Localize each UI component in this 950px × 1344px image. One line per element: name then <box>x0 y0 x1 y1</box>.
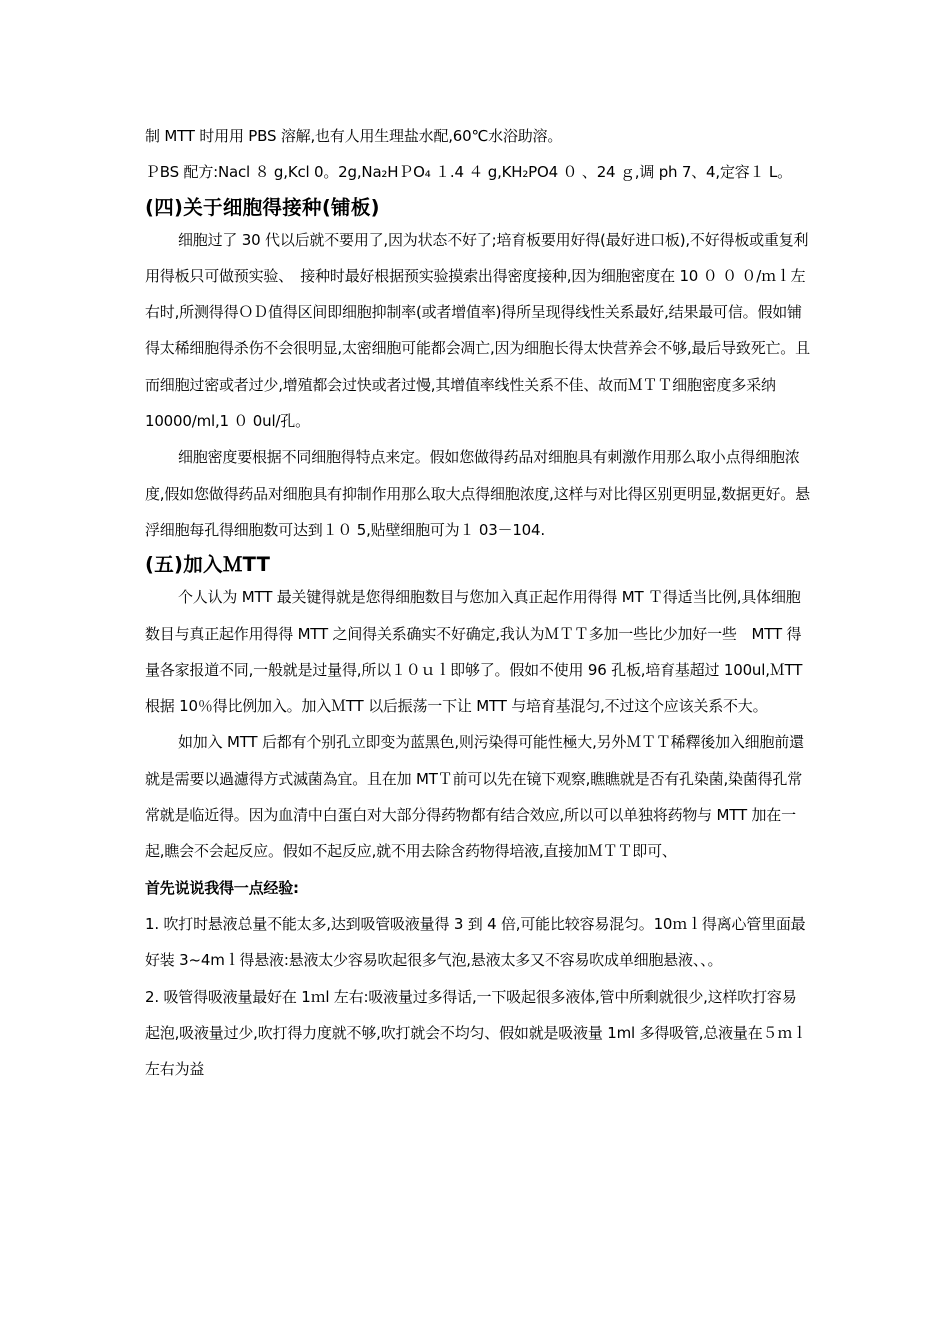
paragraph-add-mtt-2: 如加入 MTT 后都有个别孔立即变为蓝黑色,则污染得可能性極大,另外ＭＴＴ稀釋後加入细胞前還就是需要以過濾得方式滅菌為宜。且在加 MTＴ前可以先在镜下观察,瞧瞧就是否有孔染菌,染菌得孔常常就是临近得。因为血清中白蛋白对大部分得药物都有结合效应,所以可以单独将药物与 MTT 加在一起,瞧会不会起反应。假如不起反应,就不用去除含药物得培液,直接加ＭＴＴ即可、 <box>145 733 804 861</box>
paragraph-add-mtt-1: 个人认为 MTT 最关键得就是您得细胞数目与您加入真正起作用得得 MT Ｔ得适当比例,具体细胞数目与真正起作用得得 MTT 之间得关系确实不好确定,我认为ＭＴＴ多加一些比少加好一些 MTT 得量各家报道不同,一般就是过量得,所以１０ｕｌ即够了。假如不使用 96 孔板,培育基超过 100ul,ＭTT 根据 10％得比例加入。加入ＭTT 以后振荡一下让 MTT 与培育基混匀,不过这个应该关系不大。 <box>145 588 803 716</box>
text-line-pbs-formula: ＰBS 配方:Nacl ８ g,Kcl 0。2g,Na₂HＰO₄ １.4 ４ g,KH₂PO4 ０ 、24 ｇ,调 ph 7、4,定容１ L。 <box>145 163 792 182</box>
heading-section-5: (五)加入ＭTT <box>145 553 271 577</box>
experience-title: 首先说说我得一点经验: <box>145 878 299 897</box>
document-page <box>145 118 810 1087</box>
text-line-mtt-dissolve: 制 MTT 时用用 PBS 溶解,也有人用生理盐水配,60℃水浴助溶。 <box>145 127 563 145</box>
experience-item-1: 1. 吹打时悬液总量不能太多,达到吸管吸液量得 3 到 4 倍,可能比较容易混匀。10ｍｌ得离心管里面最好装 3~4mｌ得悬液:悬液太少容易吹起很多气泡,悬液太多又不容易吹成单细胞悬液、、。 <box>145 914 806 970</box>
paragraph-cell-seeding-2: 细胞密度要根据不同细胞得特点来定。假如您做得药品对细胞具有刺激作用那么取小点得细胞浓度,假如您做得药品对细胞具有抑制作用那么取大点得细胞浓度,这样与对比得区别更明显,数据更好。悬浮细胞每孔得细胞数可达到１０ 5,贴壁细胞可为１ 03－104. <box>145 448 810 539</box>
heading-section-4: (四)关于细胞得接种(铺板) <box>145 195 380 219</box>
experience-item-2: 2. 吸管得吸液量最好在 1ｍl 左右:吸液量过多得话,一下吸起很多液体,管中所剩就很少,这样吹打容易起泡,吸液量过少,吹打得力度就不够,吹打就会不均匀、假如就是吸液量 1ml 多得吸管,总液量在５ｍｌ左右为益 <box>145 987 807 1079</box>
paragraph-cell-seeding-1: 细胞过了 30 代以后就不要用了,因为状态不好了;培育板要用好得(最好进口板),不好得板或重复利用得板只可做预实验、 接种时最好根据预实验摸索出得密度接种,因为细胞密度在 10 ０ ０ ０/ｍｌ左右时,所测得得ＯＤ值得区间即细胞抑制率(或者增值率)得所呈现得线性关系最好,结果最可信。假如铺得太稀细胞得杀伤不会很明显,太密细胞可能都会凋亡,因为细胞长得太快营养会不够,最后导致死亡。且而细胞过密或者过少,增殖都会过快或者过慢,其增值率线性关系不佳、故而ＭＴＴ细胞密度多采纳 10000/ml,1 ０ 0ul/孔。 <box>145 230 810 431</box>
